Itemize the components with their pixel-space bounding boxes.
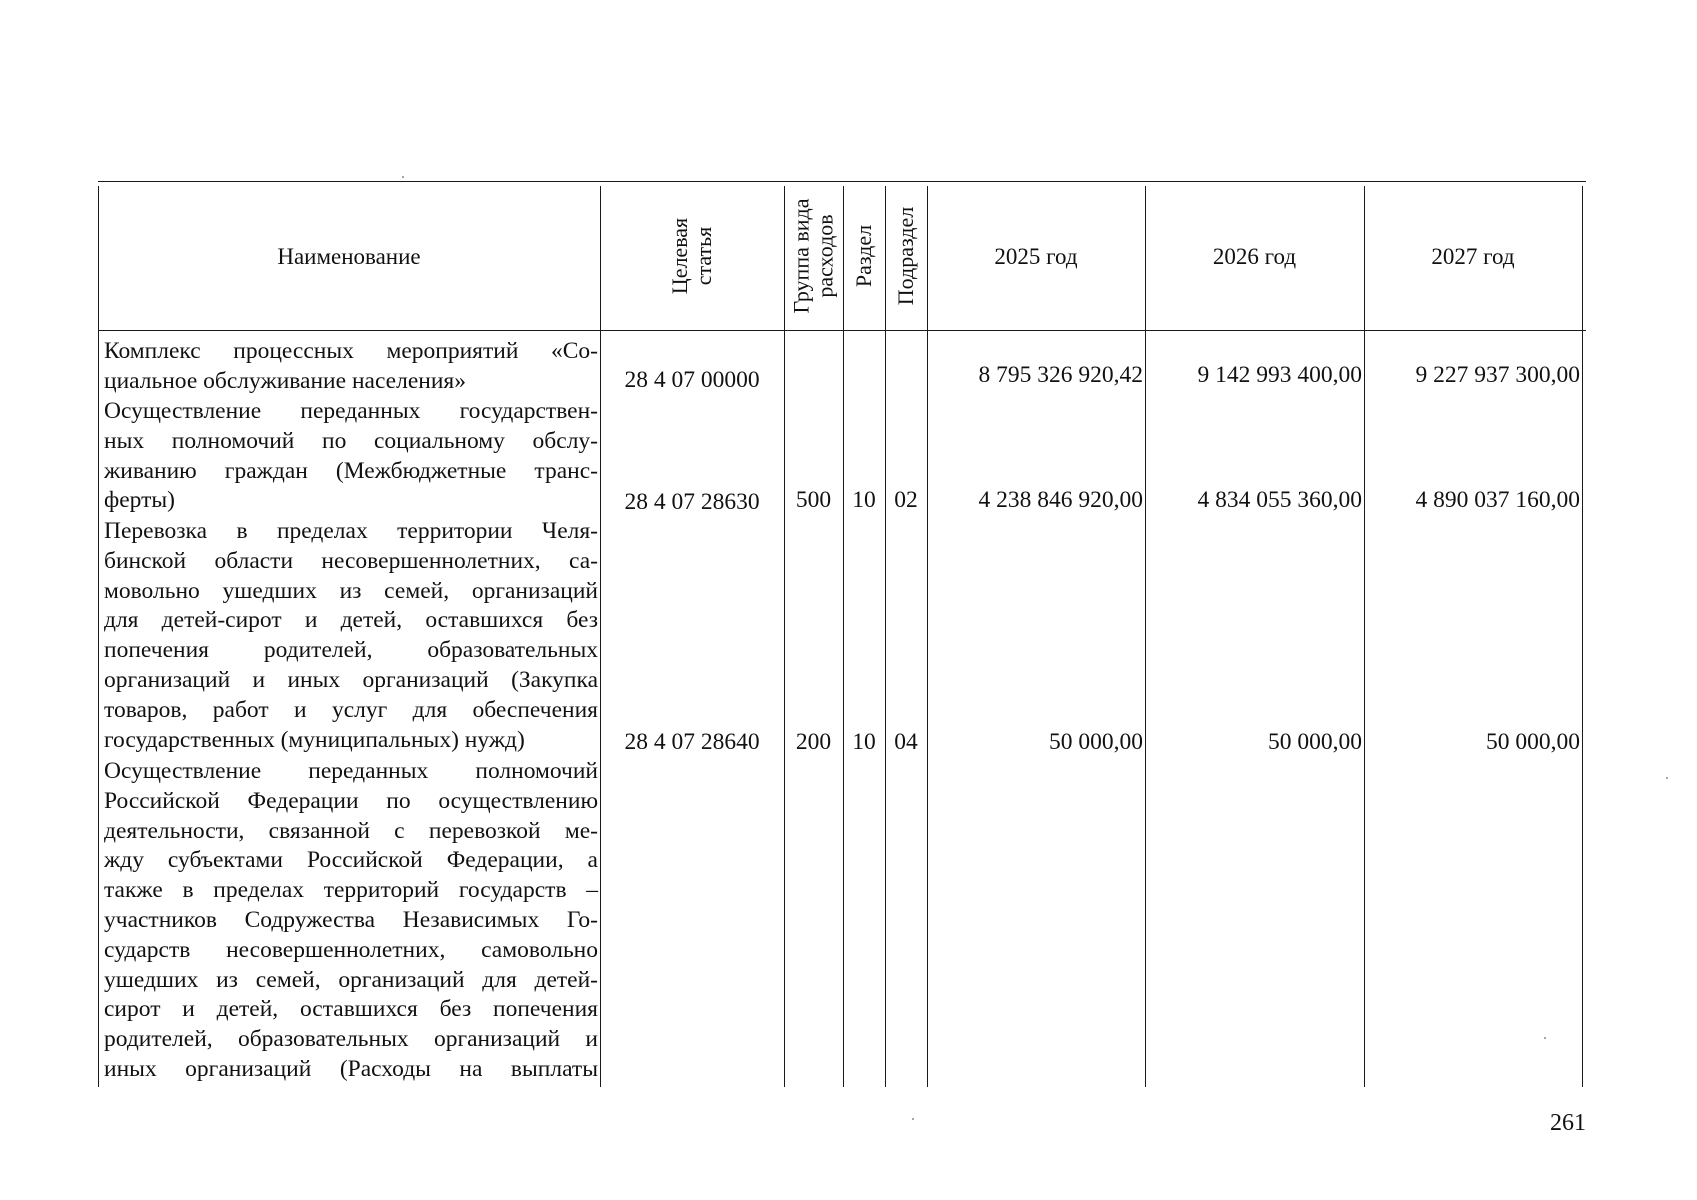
row-3-name-line-8: государственных (муниципальных) нужд) [104, 726, 525, 753]
row-1-2025: 8 795 326 920,42 [978, 362, 1143, 388]
row-3-name-line-5: попечения родителей, образовательных [104, 637, 598, 664]
table-row-2-name [104, 397, 598, 516]
header-2025-label: 2025 год [994, 243, 1078, 269]
header-2027 [1364, 182, 1582, 330]
row-4-name-line-9: сирот и детей, оставшихся без попечения [104, 996, 598, 1023]
header-name-label: Наименование [277, 243, 421, 269]
header-expense-group-line1: Группа вида [788, 198, 814, 314]
row-1-name-line-1: Комплекс процессных мероприятий «Со- [104, 338, 598, 364]
row-4-name-line-10: родителей, образовательных организаций и [104, 1026, 598, 1053]
table-right-border [1582, 186, 1583, 1087]
row-3-2025: 50 000,00 [1049, 729, 1143, 755]
row-1-target-item: 28 4 07 00000 [624, 367, 760, 393]
row-4-name-line-5: также в пределах территорий государств – [104, 877, 598, 904]
row-2-2026: 4 834 055 360,00 [1197, 487, 1362, 513]
header-target-item-line2: статья [690, 226, 716, 286]
header-bottom-border [98, 330, 1586, 331]
header-2026-label: 2026 год [1212, 243, 1297, 269]
row-3-name-line-6: организаций и иных организаций (Закупка [104, 666, 598, 693]
header-subsection [885, 182, 927, 330]
row-4-name-line-3: деятельности, связанной с перевозкой ме- [104, 817, 598, 844]
row-3-name-line-3: мовольно ушедших из семей, организаций [104, 577, 598, 604]
row-3-section: 10 [852, 729, 876, 755]
row-4-name-line-4: жду субъектами Российской Федерации, а [104, 847, 598, 874]
row-2-target-item: 28 4 07 28630 [624, 489, 760, 515]
row-3-name-line-2: бинской области несовершеннолетних, са- [104, 547, 598, 574]
row-2-name-line-3: живанию граждан (Межбюджетные транс- [104, 457, 598, 484]
row-1-2027: 9 227 937 300,00 [1415, 362, 1580, 388]
row-3-2027: 50 000,00 [1486, 729, 1580, 755]
header-target-item-line1: Целевая [666, 217, 692, 295]
row-2-name-line-1: Осуществление переданных государствен- [104, 398, 598, 424]
row-3-name-line-4: для детей-сирот и детей, оставшихся без [104, 607, 598, 634]
row-3-name-line-7: товаров, работ и услуг для обеспечения [104, 696, 598, 723]
row-3-name-line-1: Перевозка в пределах территории Челя- [104, 518, 598, 544]
row-3-expense-group: 200 [795, 729, 832, 755]
table-row-3-name [104, 517, 598, 755]
row-1-name-line-2: циальное обслуживание населения» [104, 367, 466, 394]
row-2-2027: 4 890 037 160,00 [1415, 487, 1580, 513]
row-3-target-item: 28 4 07 28640 [624, 729, 760, 755]
table-row-4-name [104, 757, 598, 1085]
header-expense-group-line2: расходов [812, 214, 838, 298]
row-4-name-line-7: сударств несовершеннолетних, самовольно [104, 936, 598, 963]
row-4-name-line-6: участников Содружества Независимых Го- [104, 906, 598, 933]
row-2-name-line-2: ных полномочий по социальному обслу- [104, 427, 598, 454]
row-4-name-line-1: Осуществление переданных полномочий [104, 758, 598, 784]
row-3-2026: 50 000,00 [1268, 729, 1362, 755]
header-2025 [927, 182, 1145, 330]
page-number: 261 [1550, 1110, 1586, 1136]
row-3-subsection: 04 [894, 729, 918, 755]
table-row-1-name [104, 337, 598, 397]
row-2-section: 10 [852, 487, 876, 513]
header-section [843, 182, 885, 330]
row-1-2026: 9 142 993 400,00 [1197, 362, 1362, 388]
row-4-name-line-8: ушедших из семей, организаций для детей- [104, 966, 598, 993]
scan-speck [402, 176, 404, 178]
row-2-subsection: 02 [894, 487, 918, 513]
scan-speck [1544, 1037, 1546, 1039]
row-4-name-line-11: иных организаций (Расходы на выплаты [104, 1055, 598, 1082]
scan-speck [912, 1118, 914, 1120]
header-section-label: Раздел [851, 224, 877, 288]
header-2026 [1145, 182, 1364, 330]
row-4-name-line-2: Российской Федерации по осуществлению [104, 787, 598, 814]
header-name [98, 182, 600, 330]
scan-speck [1666, 777, 1668, 779]
header-subsection-label: Подраздел [893, 206, 919, 306]
row-2-name-line-4: ферты) [104, 487, 175, 514]
row-2-2025: 4 238 846 920,00 [978, 487, 1143, 513]
header-2027-label: 2027 год [1431, 243, 1515, 269]
header-target-item [600, 182, 784, 330]
row-2-expense-group: 500 [795, 487, 832, 513]
header-expense-group [784, 182, 843, 330]
